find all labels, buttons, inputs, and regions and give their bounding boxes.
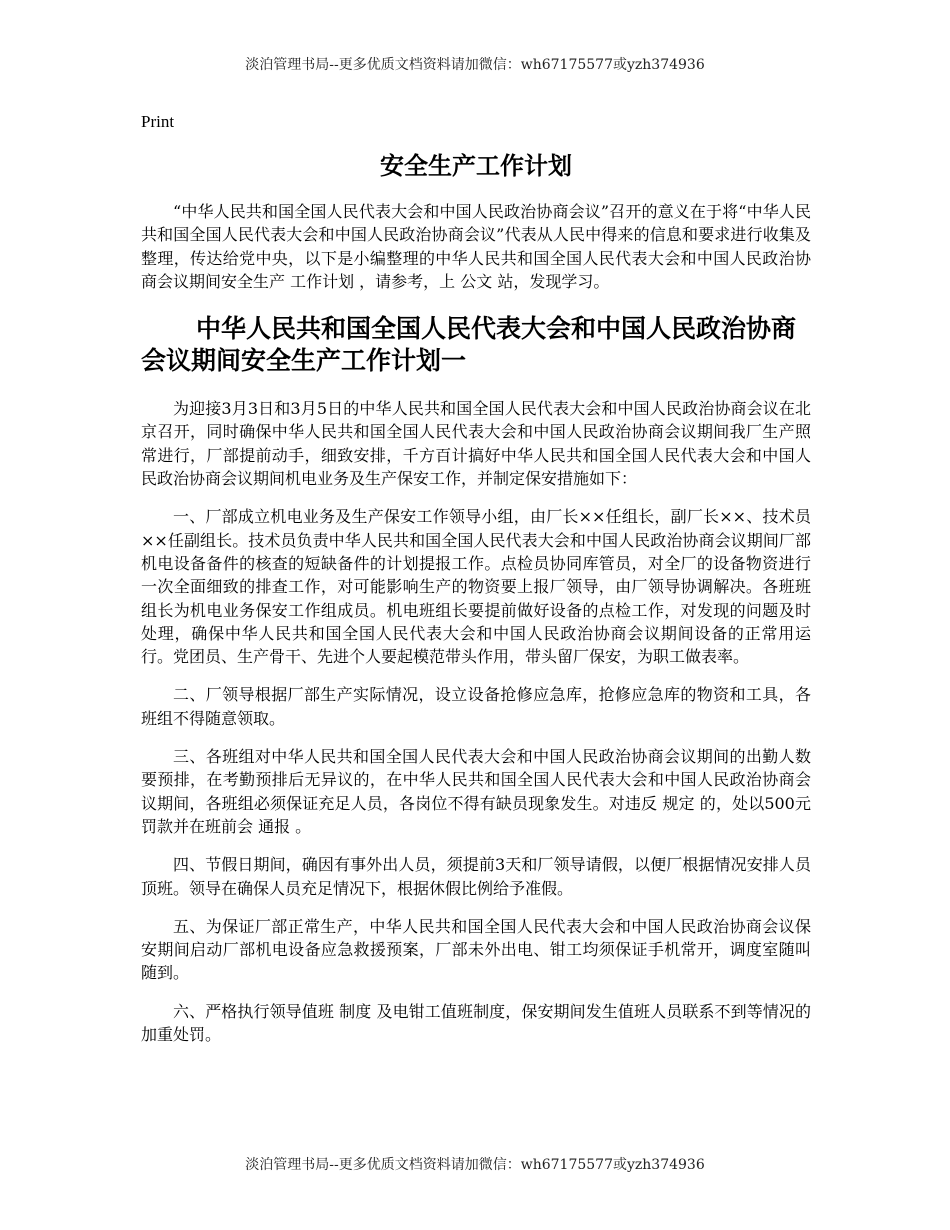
intro-paragraph: “中华人民共和国全国人民代表大会和中国人民政治协商会议”召开的意义在于将“中华人民共和国全国人民代表大会和中国人民政治协商会议”代表从人民中得来的信息和要求进行收集及整理，传达给党中央，以下是小编整理的中华人民共和国全国人民代表大会和中国人民政治协商会议期间安全生产 工作计划 ，请参考，上 公文 站，发现学习。 <box>141 202 811 291</box>
paragraph-item-4: 四、节假日期间，确因有事外出人员，须提前3天和厂领导请假，以便厂根据情况安排人员顶班。领导在确保人员充足情况下，根据休假比例给予准假。 <box>141 855 811 898</box>
paragraph-item-5: 五、为保证厂部正常生产，中华人民共和国全国人民代表大会和中国人民政治协商会议保安期间启动厂部机电设备应急救援预案，厂部未外出电、钳工均须保证手机常开，调度室随叫随到。 <box>141 916 811 983</box>
paragraph-item-3: 三、各班组对中华人民共和国全国人民代表大会和中国人民政治协商会议期间的出勤人数要预排，在考勤预排后无异议的，在中华人民共和国全国人民代表大会和中国人民政治协商会议期间，各班组必须保证充足人员，各岗位不得有缺员现象发生。对违反 规定 的，处以500元罚款并在班前会 通报 。 <box>141 747 811 836</box>
paragraph-item-2: 二、厂领导根据厂部生产实际情况，设立设备抢修应急库，抢修应急库的物资和工具，各班组不得随意领取。 <box>141 685 811 728</box>
page-footer: 淡泊管理书局--更多优质文档资料请加微信：wh67175577或yzh374936 <box>245 1157 705 1173</box>
paragraph-preamble: 为迎接3月3日和3月5日的中华人民共和国全国人民代表大会和中国人民政治协商会议在北京召开，同时确保中华人民共和国全国人民代表大会和中国人民政治协商会议期间我厂生产照常进行，厂部提前动手，细致安排，千方百计搞好中华人民共和国全国人民代表大会和中国人民政治协商会议期间机电业务及生产保安工作，并制定保安措施如下： <box>141 399 811 489</box>
page-header: 淡泊管理书局--更多优质文档资料请加微信：wh67175577或yzh374936 <box>245 57 705 73</box>
document-title: 安全生产工作计划 <box>380 151 572 180</box>
section-heading: 中华人民共和国全国人民代表大会和中国人民政治协商会议期间安全生产工作计划一 <box>141 314 797 376</box>
paragraph-item-1: 一、厂部成立机电业务及生产保安工作领导小组，由厂长××任组长，副厂长××、技术员××任副组长。技术员负责中华人民共和国全国人民代表大会和中国人民政治协商会议期间厂部机电设备备件的核查的短缺备件的计划提报工作。点检员协同库管员，对全厂的设备物资进行一次全面细致的排查工作，对可能影响生产的物资要上报厂领导，由厂领导协调解决。各班班组长为机电业务保安工作组成员。机电班组长要提前做好设备的点检工作，对发现的问题及时处理，确保中华人民共和国全国人民代表大会和中国人民政治协商会议期间设备的正常用运行。党团员、生产骨干、先进个人要起模范带头作用，带头留厂保安，为职工做表率。 <box>141 507 811 667</box>
paragraph-item-6: 六、严格执行领导值班 制度 及电钳工值班制度，保安期间发生值班人员联系不到等情况的加重处罚。 <box>141 1001 811 1045</box>
print-label: Print <box>141 112 175 131</box>
document-body <box>141 110 811 1061</box>
